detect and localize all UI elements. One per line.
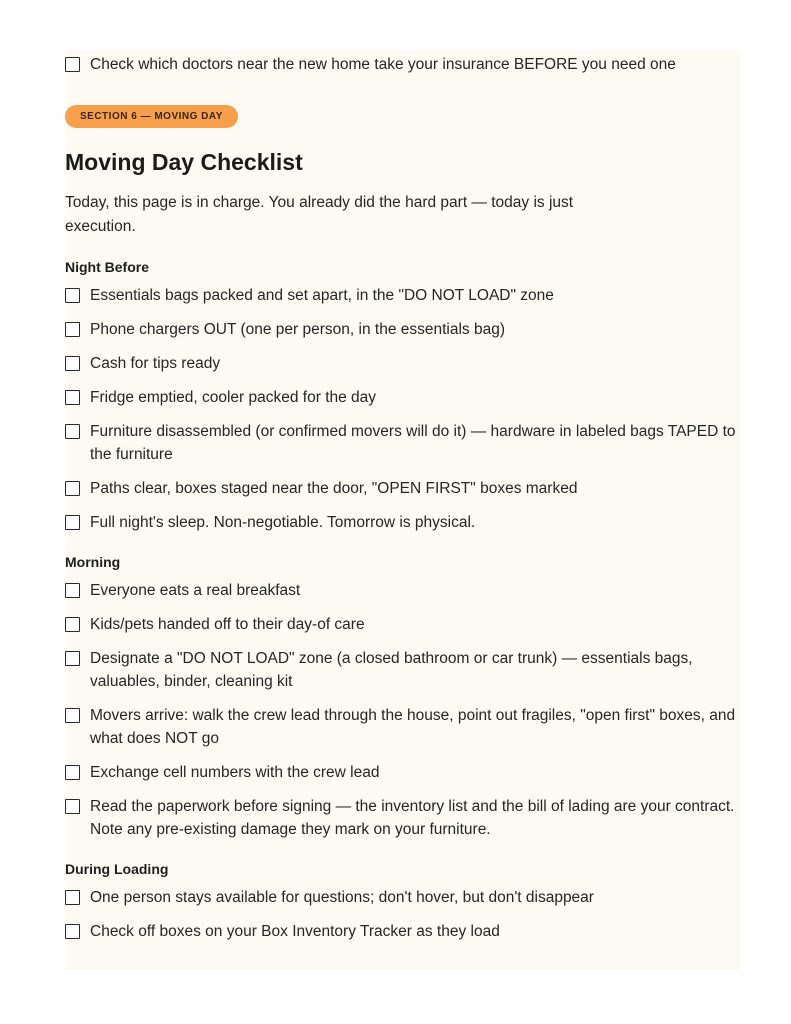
checkbox[interactable] <box>65 799 80 814</box>
checklist-item-label: Exchange cell numbers with the crew lead <box>90 764 380 781</box>
checklist-night-before <box>65 284 745 534</box>
group-heading-night-before: Night Before <box>65 259 149 275</box>
checklist-item[interactable] <box>65 761 745 784</box>
checkbox[interactable] <box>65 765 80 780</box>
checklist-item[interactable] <box>65 352 745 375</box>
group-heading-morning: Morning <box>65 554 121 570</box>
checklist-content <box>65 50 745 943</box>
checklist-item-label: Everyone eats a real breakfast <box>90 582 301 599</box>
checkbox[interactable] <box>65 708 80 723</box>
checkbox[interactable] <box>65 924 80 939</box>
checklist-item[interactable] <box>65 284 745 307</box>
checkbox[interactable] <box>65 322 80 337</box>
checklist-item-label: Movers arrive: walk the crew lead through the house, point out fragiles, "open first" boxes, and what does NOT go <box>90 707 736 747</box>
checklist-item[interactable] <box>65 318 745 341</box>
intro-text: Today, this page is in charge. You already did the hard part — today is just execution. <box>65 194 574 235</box>
group-heading-during-loading: During Loading <box>65 861 169 877</box>
checklist-item-label: Check which doctors near the new home take your insurance BEFORE you need one <box>90 56 676 73</box>
checklist-item[interactable] <box>65 613 745 636</box>
checklist-item-label: Kids/pets handed off to their day-of care <box>90 616 365 633</box>
checkbox[interactable] <box>65 57 80 72</box>
checklist-during-loading <box>65 886 745 943</box>
checkbox[interactable] <box>65 890 80 905</box>
checklist-item[interactable] <box>65 886 745 909</box>
checklist-item-label: Full night's sleep. Non-negotiable. Tomorrow is physical. <box>90 514 476 531</box>
checklist-item[interactable] <box>65 420 745 466</box>
checklist-item-label: Paths clear, boxes staged near the door, "OPEN FIRST" boxes marked <box>90 480 578 497</box>
checklist-item[interactable] <box>65 511 745 534</box>
checklist-item[interactable] <box>65 579 745 602</box>
checklist-item-label: Designate a "DO NOT LOAD" zone (a closed bathroom or car trunk) — essentials bags, valuables, binder, cleaning kit <box>90 650 693 690</box>
checkbox[interactable] <box>65 288 80 303</box>
checklist-item[interactable] <box>65 920 745 943</box>
section-badge: SECTION 6 — MOVING DAY <box>65 105 238 128</box>
checklist-item-label: Read the paperwork before signing — the inventory list and the bill of lading are your contract. Note any pre-existing damage they mark on your furniture. <box>90 798 735 838</box>
page-title: Moving Day Checklist <box>65 149 303 175</box>
checklist-item[interactable] <box>65 647 745 693</box>
checklist-item[interactable] <box>65 477 745 500</box>
checkbox[interactable] <box>65 583 80 598</box>
checkbox[interactable] <box>65 390 80 405</box>
checklist-item[interactable] <box>65 795 745 841</box>
checkbox[interactable] <box>65 617 80 632</box>
checklist-item-label: Fridge emptied, cooler packed for the day <box>90 389 377 406</box>
checklist-item-label: One person stays available for questions; don't hover, but don't disappear <box>90 889 594 906</box>
checklist-item-label: Essentials bags packed and set apart, in the "DO NOT LOAD" zone <box>90 287 554 304</box>
checkbox[interactable] <box>65 651 80 666</box>
checkbox[interactable] <box>65 356 80 371</box>
checkbox[interactable] <box>65 515 80 530</box>
checklist-item-label: Check off boxes on your Box Inventory Tracker as they load <box>90 923 500 940</box>
checklist-item[interactable] <box>65 53 745 76</box>
checklist-item-label: Furniture disassembled (or confirmed movers will do it) — hardware in labeled bags TAPED to the furniture <box>90 423 736 463</box>
checkbox[interactable] <box>65 424 80 439</box>
checklist-item-label: Phone chargers OUT (one per person, in the essentials bag) <box>90 321 506 338</box>
checklist-item-label: Cash for tips ready <box>90 355 221 372</box>
checklist-item[interactable] <box>65 704 745 750</box>
checklist-morning <box>65 579 745 841</box>
checklist-item[interactable] <box>65 386 745 409</box>
checkbox[interactable] <box>65 481 80 496</box>
